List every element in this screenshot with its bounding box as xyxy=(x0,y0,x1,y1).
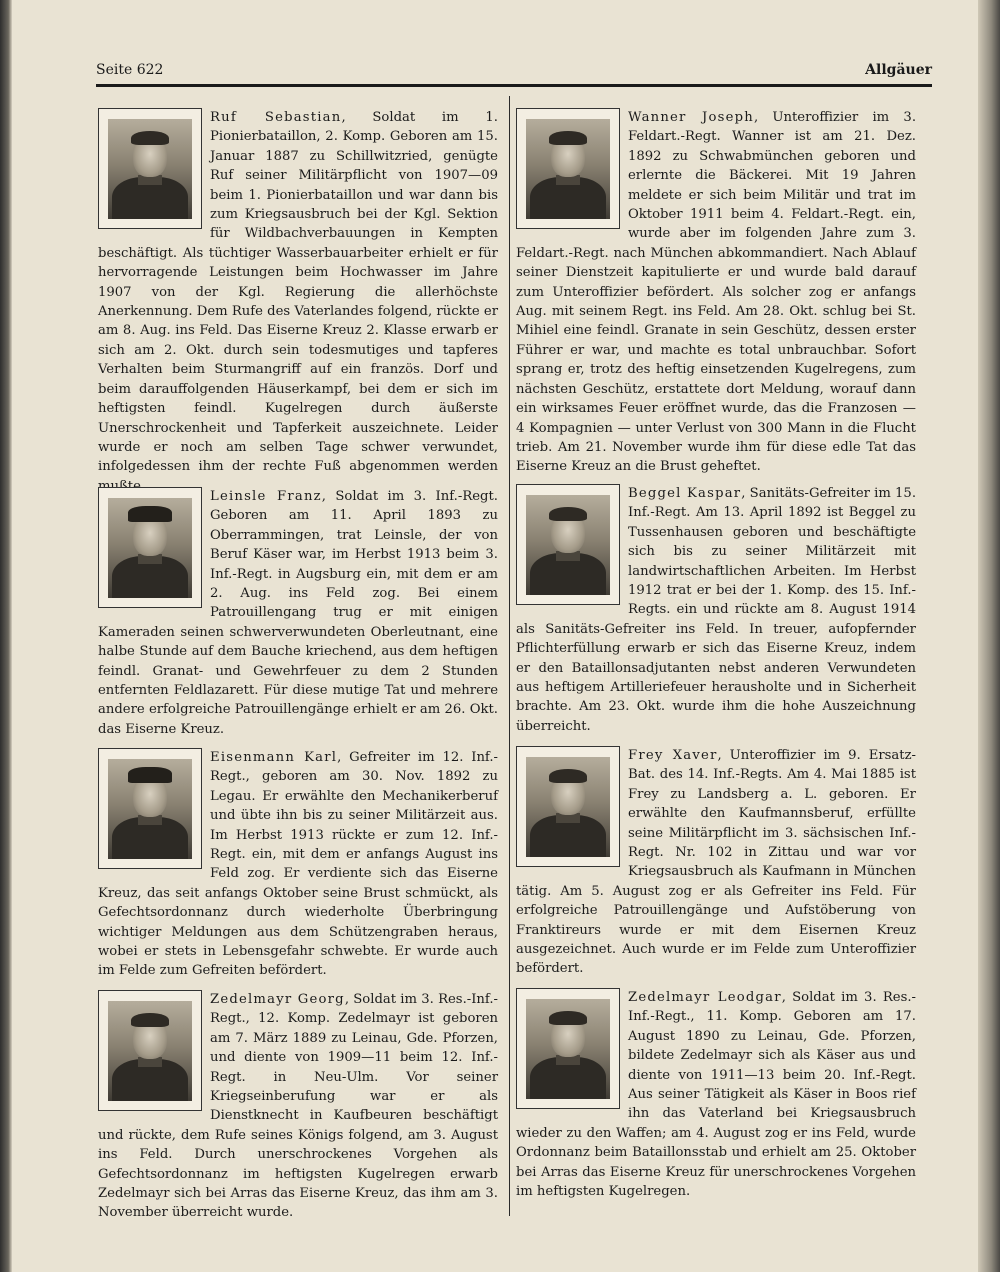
portrait-photo xyxy=(108,759,192,859)
biography-entry-zedelmayr-leodgar xyxy=(516,988,916,1201)
entry-text: , Unteroffizier im 9. Ersatz-Bat. des 14. Inf.-Regts. Am 4. Mai 1885 ist Frey zu Landsberg a. L. geboren. Er erwählte den Kaufmannsberuf, erfüllte seine Militärpflicht im 3. sächsischen Inf.-Regt. Nr. 102 in Zittau und war vor Kriegsausbruch als Kaufmann in München tätig. Am 5. August zog er als Gefreiter ins Feld. Für erfolgreiche Patrouillengänge und Aufstöberung von Franktireurs wurde er mit dem Eisernen Kreuz ausgezeichnet. Auch wurde er im Felde zum Unteroffizier befördert. xyxy=(516,748,916,977)
page-left-edge xyxy=(0,0,12,1272)
portrait-photo xyxy=(526,495,610,595)
portrait-frame xyxy=(516,108,620,229)
portrait-frame xyxy=(516,988,620,1109)
entry-name: Wanner Joseph xyxy=(628,110,754,125)
portrait-photo xyxy=(108,1001,192,1101)
portrait-frame xyxy=(98,990,202,1111)
portrait-frame xyxy=(516,746,620,867)
biography-entry-wanner xyxy=(516,108,916,477)
portrait-photo xyxy=(526,999,610,1099)
entry-name: Zedelmayr Georg xyxy=(210,992,345,1007)
entry-name: Eisenmann Karl xyxy=(210,750,338,765)
column-divider xyxy=(509,96,510,1216)
entry-name: Frey Xaver xyxy=(628,748,718,763)
portrait-photo xyxy=(526,757,610,857)
entry-name: Beggel Kaspar xyxy=(628,486,742,501)
entry-text: , Gefreiter im 12. Inf.-Regt., geboren am 30. Nov. 1892 zu Legau. Er erwählte den Mechanikerberuf und übte ihn bis zu seiner Militärzeit aus. Im Herbst 1913 rückte er zum 12. Inf.-Regt. ein, mit dem er anfangs August ins Feld zog. Er verdiente sich das Eiserne Kreuz, das seit anfangs Oktober seine Brust schmückt, als Gefechtsordonnanz durch wiederholte Überbringung wichtiger Meldungen aus dem Schützengraben heraus, wobei er stets in Lebensgefahr schwebte. Er wurde auch im Felde zum Gefreiten befördert. xyxy=(98,750,498,979)
portrait-photo xyxy=(108,498,192,598)
biography-entry-beggel xyxy=(516,484,916,736)
magazine-title: Allgäuer xyxy=(865,62,932,78)
entry-text: , Soldat im 1. Pionierbataillon, 2. Komp. Geboren am 15. Januar 1887 zu Schillwitzried, genügte Ruf seiner Militärpflicht von 1907—09 beim 1. Pionierbataillon und war dann bis zum Kriegsausbruch bei der Kgl. Sektion für Wildbachverbauungen in Kempten beschäftigt. Als tüchtiger Wasserbauarbeiter erhielt er für hervorragende Leistungen beim Hochwasser im Jahre 1907 von der Kgl. Regierung die allerhöchste Anerkennung. Dem Rufe des Vaterlandes folgend, rückte er am 8. Aug. ins Feld. Das Eiserne Kreuz 2. Klasse erwarb er sich am 2. Okt. durch sein todesmutiges und tapferes Verhalten beim Sturmangriff auf ein französ. Dorf und beim darauffolgenden Häuserkampf, bei dem er sich im heftigsten feindl. Kugelregen durch äußerste Unerschrockenheit und Tapferkeit auszeichnete. Leider wurde er noch am selben Tage schwer verwundet, infolgedessen ihm der rechte Fuß abgenommen werden xyxy=(98,110,498,475)
entry-text: , Soldat im 3. Inf.-Regt. Geboren am 11. April 1893 zu Oberrammingen, trat Leinsle, der von Beruf Käser war, im Herbst 1913 beim 3. Inf.-Regt. in Augsburg ein, mit dem er am 2. Aug. ins Feld zog. Bei einem Patrouillengang trug er mit einigen Kameraden seinen schwerverwundeten Oberleutnant, eine halbe Stunde auf dem Bauche kriechend, aus dem heftigen feindl. Granat- und Gewehrfeuer zu dem 2 Stunden entfernten Feldlazarett. Für diese mutige Tat und mehrere andere erfolgreiche Patrouillengänge erhielt er am 26. Okt. das Eiserne Kreuz. xyxy=(98,489,498,737)
biography-entry-ruf xyxy=(98,108,498,496)
portrait-frame xyxy=(516,484,620,605)
entry-text: , Unteroffizier im 3. Feldart.-Regt. Wanner ist am 21. Dez. 1892 zu Schwabmünchen geboren und erlernte die Bäckerei. Mit 19 Jahren meldete er sich beim Militär und trat im Oktober 1911 beim 4. Feldart.-Regt. ein, wurde aber im folgenden Jahre zum 3. Feldart.-Regt. nach München abkommandiert. Nach Ablauf seiner Dienstzeit kapitulierte er und wurde bald darauf zum Unteroffizier befördert. Als solcher zog er anfangs Aug. mit seinem Regt. ins Feld. Am 28. Okt. schlug bei St. Mihiel eine feindl. Granate in sein Geschütz, dessen erster Führer er war, und machte es total unbrauchbar. Sofort sprang er, trotz des heftig einsetzenden Kugelregens, zum nächsten Geschütz, erstattete dort Meldung, worauf dann ein wirksames Feuer eröffnet wurde, das die Franzosen — 4 Kompagnien — unter Verlust von 300 Mann in die Flucht trieb. Am 21. November wurde ihm für diese edle Tat das Eiserne Kreuz an die Brust geheftet. xyxy=(516,110,917,475)
entry-text: , Soldat im 3. Res.-Inf.-Regt., 11. Komp. Geboren am 17. August 1890 zu Leinau, Gde. Pforzen, bildete Zedelmayr sich als Käser aus und diente von 1911—13 beim 20. Inf.-Regt. Aus seiner Tätigkeit als Käser in Boos rief ihn das Vaterland bei Kriegsausbruch wieder zu den Waffen; am 4. August zog er ins Feld, wurde Ordonnanz beim Bataillonsstab und erhielt am 25. Oktober bei Arras das Eiserne Kreuz für unerschrockenes Vorgehen im heftigsten Kugelregen. xyxy=(516,990,916,1200)
portrait-frame xyxy=(98,748,202,869)
biography-entry-zedelmayr-georg xyxy=(98,990,498,1223)
header-rule xyxy=(96,84,932,87)
page-header xyxy=(96,62,932,86)
entry-name: Leinsle Franz xyxy=(210,489,322,504)
binding-spine xyxy=(978,0,1000,1272)
entry-text: , Sanitäts-Gefreiter im 15. Inf.-Regt. Am 13. April 1892 ist Beggel zu Tussenhausen geboren und beschäftigte sich bis zu seiner Militärzeit mit landwirtschaftlichen Arbeiten. Im Herbst 1912 trat er bei der 1. Komp. des 15. Inf.-Regts. ein und rückte am 8. August 1914 als Sanitäts-Gefreiter ins Feld. In treuer, aufopfernder Pflichterfüllung erwarb er sich das Eiserne Kreuz, indem er den Bataillonsadjutanten nebst anderen Verwundeten aus heftigem Artilleriefeuer herausholte und in Sicherheit brachte. Am 23. Okt. wurde ihm die hohe Auszeichnung überreicht. xyxy=(516,486,917,734)
biography-entry-eisenmann xyxy=(98,748,498,981)
biography-entry-leinsle xyxy=(98,487,498,739)
portrait-photo xyxy=(108,119,192,219)
entry-text: , Soldat im 3. Res.-Inf.-Regt., 12. Komp. Zedelmayr ist geboren am 7. März 1889 zu Leinau, Gde. Pforzen, und diente von 1909—11 beim 12. Inf.-Regt. in Neu-Ulm. Vor seiner Kriegseinberufung war er als Dienstknecht in Kaufbeuren beschäftigt und rückte, dem Rufe seines Königs folgend, am 3. August ins Feld. Durch unerschrockenes Vorgehen als Gefechtsordonnanz im heftigsten Kugelregen erwarb Zedelmayr sich bei Arras das Eiserne Kreuz, das ihm am 3. November überreicht wurde. xyxy=(98,992,498,1221)
portrait-frame xyxy=(98,108,202,229)
portrait-frame xyxy=(98,487,202,608)
entry-name: Zedelmayr Leodgar xyxy=(628,990,782,1005)
portrait-photo xyxy=(526,119,610,219)
entry-name: Ruf Sebastian xyxy=(210,110,342,125)
page-number: Seite 622 xyxy=(96,62,164,78)
biography-entry-frey xyxy=(516,746,916,979)
